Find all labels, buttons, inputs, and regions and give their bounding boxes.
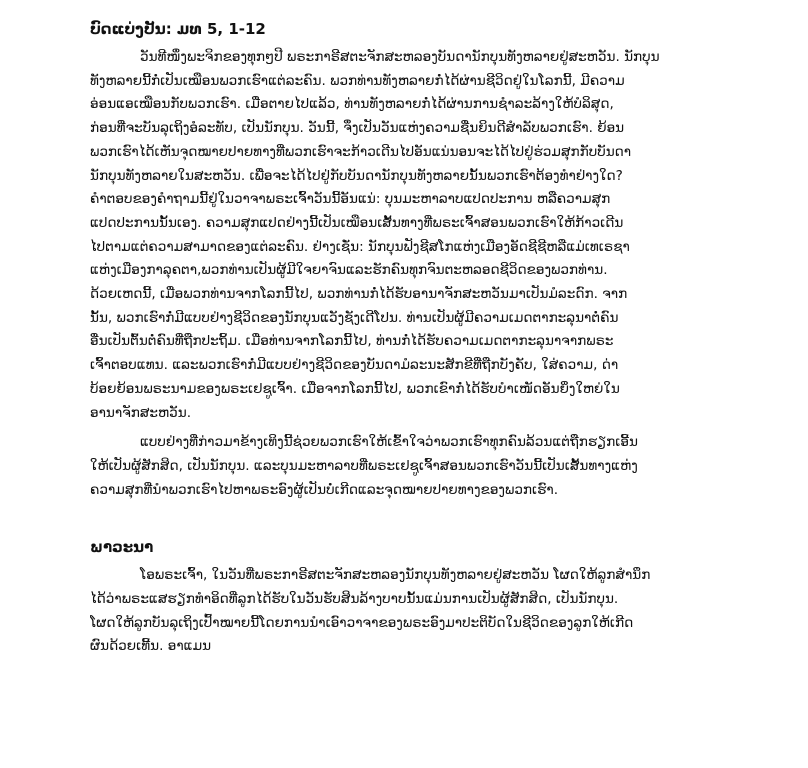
paragraph-line: ໄປຕາມແຕ່ຄວາມສາມາດຂອງແຕ່ລະຄົນ. ຢ່າງເຊັ່ນ: ນັກບຸນຟັງຊີສໂກແຫ່ງເມືອງອັດຊີຊີຫລືແມ່ເທເຣຊາ (90, 238, 630, 255)
paragraph-line: ໂອພຣະເຈົ້າ, ໃນວັນທີ່ພຣະກາຣີສຕະຈັກສະຫລອງນັກບຸນທັງຫລາຍຢູ່ສະຫວັນ ໂຜດໃຫ້ລູກສຳນຶກ (140, 567, 651, 584)
paragraph-line: ໃຫ້ເປັນຜູ້ສັກສິດ, ເປັນນັກບຸນ. ແລະບຸນມະຫາລາບທີ່ພຣະເຢຊູເຈົ້າສອນພວກເຮົາວັນນີ້ເປັນເສັ້ນທາງແຫ່ງ (90, 457, 638, 474)
document-page (90, 18, 710, 665)
paragraph-line: ນັກບຸນທັງຫລາຍໃນສະຫວັນ. ເພື່ອຈະໄດ້ໄປຢູ່ກັບບັນດານັກບຸນທັງຫລາຍນັ້ນພວກເຮົາຕ້ອງທຳຢ່າງໃດ? (90, 167, 623, 184)
reading-heading: ບົດແບ່ງປັນ: ມທ 5, 1-12 (90, 20, 266, 38)
paragraph-line: ຄຳຕອບຂອງຄຳຖາມນີ້ຢູ່ໃນວາຈາພຣະເຈົ້າວັນນີ້ອັນແນ່: ບຸນມະຫາລາບແປດປະການ ຫລືຄວາມສຸກ (90, 191, 611, 208)
paragraph-line: ນັ້ນ, ພວກເຮົາກໍ່ມີແບບຢ່າງຊີວິດຂອງນັກບຸນແວັງຊັງເດີໂປນ. ທ່ານເປັນຜູ້ມີຄວາມເມດຕາກະລຸນາຕໍ່ຄົນ (90, 309, 619, 326)
paragraph-line: ທັງຫລາຍນີ້ກໍ່ເປັນເໝືອນພວກເຮົາແຕ່ລະຄົນ. ພວກທ່ານທັງຫລາຍກໍ່ໄດ້ຜ່ານຊີວິດຢູ່ໃນໂລກນີ້, ມີຄວາມ (90, 72, 625, 89)
paragraph-line: ແບບຢ່າງທີ່ກ່າວມາຂ້າງເທິງນີ້ຊ່ວຍພວກເຮົາໃຫ້ເຂົ້າໃຈວ່າພວກເຮົາທຸກຄົນລ້ວນແຕ່ຖືກຮຽກເອີ້ນ (140, 434, 638, 451)
paragraph-line: ວັນທີໜຶ່ງພະຈິກຂອງທຸກໆປີ ພຣະກາຣີສຕະຈັກສະຫລອງບັນດານັກບຸນທັງຫລາຍຢູ່ສະຫວັນ. ນັກບຸນ (140, 49, 660, 65)
paragraph-line: ເຈົ້າຕອບແທນ. ແລະພວກເຮົາກໍ່ມີແບບຢ່າງຊີວິດຂອງບັນດາມໍລະນະສັກຂີທີ່ຖືກບັງຄັບ, ໃສ່ຄວາມ, ດ່າ (90, 357, 619, 374)
reflection-paragraph-1 (90, 46, 710, 425)
paragraph-line: ອື່ນເປັນຕົ້ນຕໍ່ຄົນທີ່ຖືກປະຖິ້ມ. ເມື່ອທ່ານຈາກໂລກນີ້ໄປ, ທ່ານກໍ່ໄດ້ຮັບຄວາມເມດຕາກະລຸນາຈາກພຣະ (90, 333, 614, 350)
prayer-paragraph (90, 564, 710, 659)
paragraph-line: ດ້ວຍເຫດນີ້, ເມື່ອພວກທ່ານຈາກໂລກນີ້ໄປ, ພວກທ່ານກໍ່ໄດ້ຮັບອານາຈັກສະຫວັນມາເປັນມໍລະດົກ. ຈາກ (90, 286, 628, 303)
paragraph-line: ແຫ່ງເມືອງກາລຸຄຕາ,ພວກທ່ານເປັນຜູ້ມີໃຈຍາຈົນແລະຮັກຄົນທຸກຈົນຕະຫລອດຊີວິດຂອງພວກທ່ານ. (90, 262, 608, 279)
paragraph-line: ພວກເຮົາໄດ້ເຫັນຈຸດໝາຍປາຍທາງທີ່ພວກເຮົາຈະກ້າວເດີນໄປອັນແນ່ນອນຈະໄດ້ໄປຢູ່ຮ່ວມສຸກກັບບັນດາ (90, 143, 632, 160)
paragraph-line: ກ່ອນທີ່ຈະບັນລຸເຖິງອໍລະທັບ, ເປັນນັກບຸນ. ວັນນີ້, ຈຶ່ງເປັນວັນແຫ່ງຄວາມຊື່ນຍິນດີສຳລັບພວກເຮົາ. ຍ້ອນ (90, 120, 625, 137)
paragraph-line: ແປດປະການນັ້ນເອງ. ຄວາມສຸກແປດຢ່າງນີ້ເປັນເໝືອນເສັ້ນທາງທີ່ພຣະເຈົ້າສອນພວກເຮົາໃຫ້ກ້າວເດີນ (90, 214, 624, 231)
paragraph-line: ອານາຈັກສະຫວັນ. (90, 404, 192, 421)
paragraph-line: ຄວາມສຸກທີ່ນຳພວກເຮົາໄປຫາພຣະອົງຜູ້ເປັນບໍ່ເກີດແລະຈຸດໝາຍປາຍທາງຂອງພວກເຮົາ. (90, 481, 559, 498)
paragraph-line: ອ່ອນແອເໝືອນກັບພວກເຮົາ. ເມື່ອຕາຍໄປແລ້ວ, ທ່ານທັງຫລາຍກໍ່ໄດ້ຜ່ານການຊຳລະລ້າງໃຫ້ບໍລິສຸດ, (90, 96, 614, 113)
paragraph-line: ໄດ້ວ່າພຣະແສຮຽກທຳອິດທີ່ລູກໄດ້ຮັບໃນວັນຮັບສິນລ້າງບາບນັ້ນແມ່ນການເປັນຜູ້ສັກສິດ, ເປັນນັກບຸນ. (90, 591, 619, 608)
reflection-paragraph-2 (90, 431, 710, 502)
prayer-heading: ພາວະນາ (90, 538, 154, 557)
paragraph-line: ຜົນດ້ວຍເທີ້ນ. ອາແມນ (90, 638, 212, 655)
paragraph-line: ບ້ອຍຍ້ອນພຣະນາມຂອງພຣະເຢຊູເຈົ້າ. ເມື່ອຈາກໂລກນີ້ໄປ, ພວກເຂົາກໍ່ໄດ້ຮັບບຳເໜັດອັນຍິ່ງໃຫຍ່ໃນ (90, 380, 620, 397)
paragraph-line: ໂຜດໃຫ້ລູກບັນລຸເຖິງເປົ້າໝາຍນີ້ໂດຍການນຳເອົາວາຈາຂອງພຣະອົງມາປະຕິບັດໃນຊີວິດຂອງລູກໃຫ້ເກີດ (90, 614, 634, 631)
